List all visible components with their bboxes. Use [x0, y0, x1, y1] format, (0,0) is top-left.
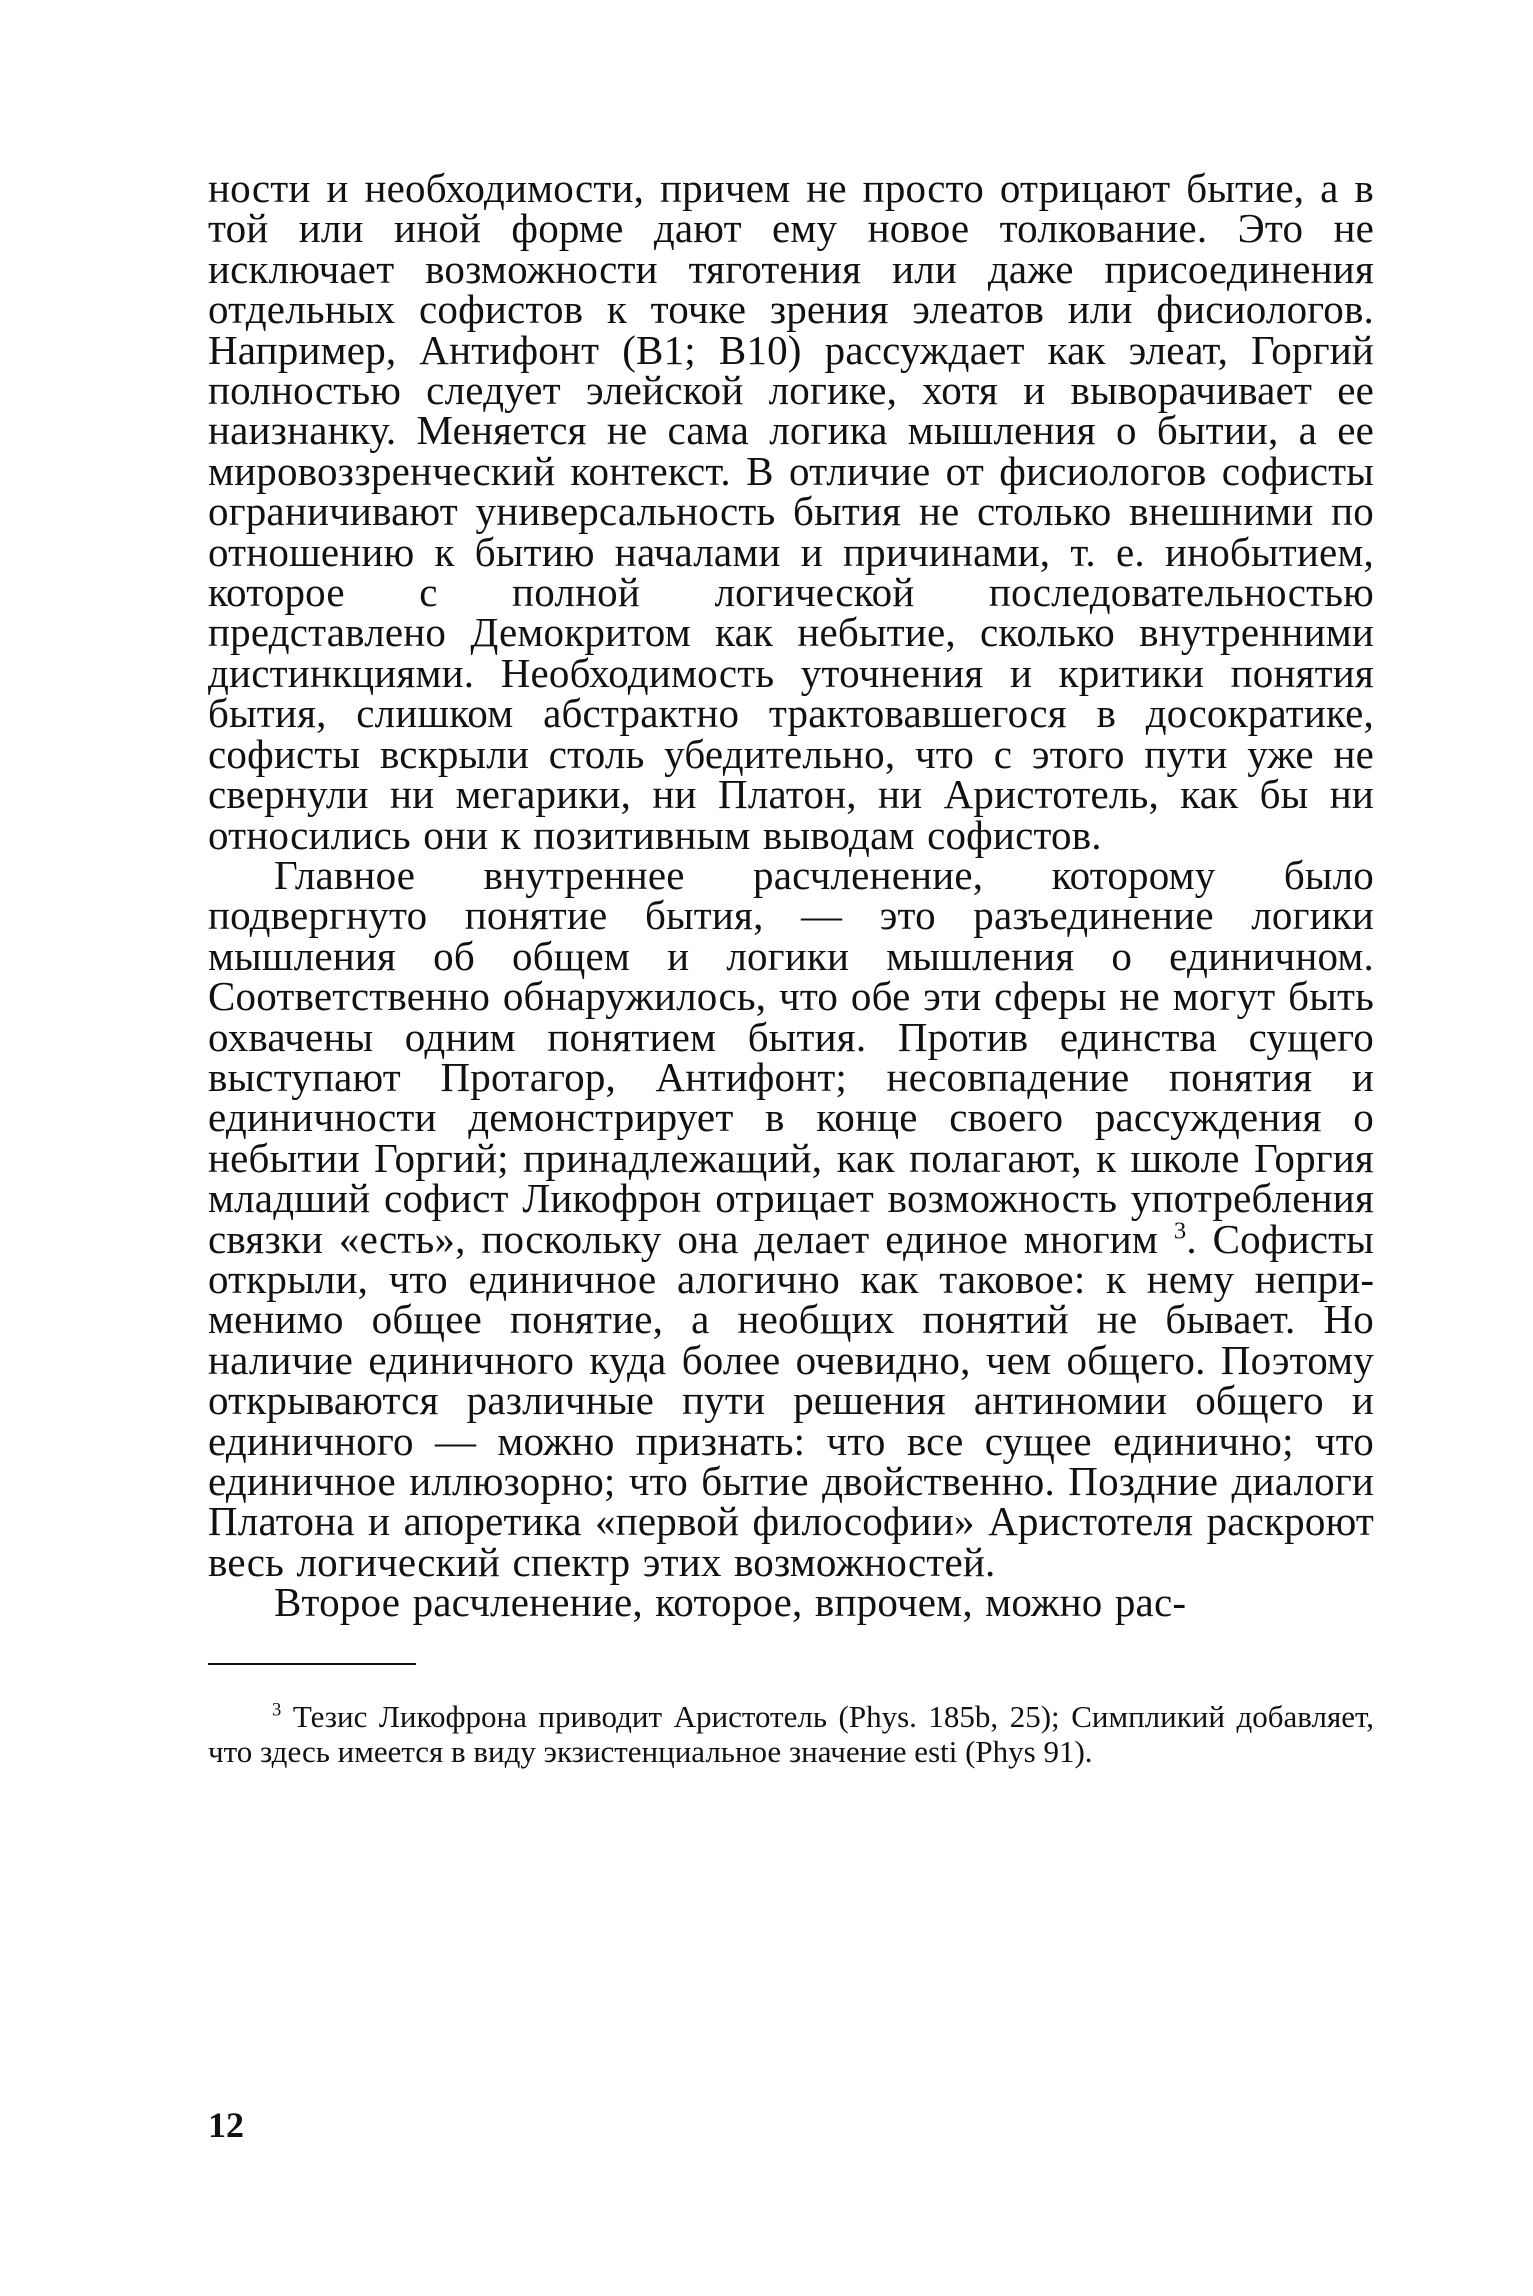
footnote-marker: 3	[272, 1699, 282, 1721]
paragraph-1: ности и необходимости, причем не просто отрицают бытие, а в той или иной форме дают ему новое толкование. Это не исключает возможности тяготения или даже присоединения отдельных софистов к точке зрения элеатов или фисиологов. Например, Антифонт (В1; В10) рассуждает как элеат, Горгий полностью следует элейской логике, хотя и выворачивает ее наизнанку. Меняется не сама логика мышления о бытии, а ее мировоззренческий контекст. В отличие от фисиологов софисты ограничивают универсальность бытия не столько внешними по отношению к бытию началами и причинами, т. е. инобытием, которое с полной логической последовательностью представлено Демокритом как небытие, сколько внутренними дистинкциями. Необходимость уточнения и критики понятия бытия, слишком абстрактно трактовавшегося в досократике, софисты вскрыли столь убедительно, что с этого пути уже не свернули ни мегарики, ни Платон, ни Аристотель, как бы ни относились они к позитивным выводам софистов.	[208, 165, 1374, 858]
paragraph-2-text-a: Главное внутреннее расчленение, которому было подвергнуто понятие бытия, — это разъединение логики мышления об общем и логики мышления о единичном. Соответственно обнаружилось, что обе эти сферы не могут быть охвачены одним понятием бытия. Против единства сущего выступают Протагор, Антифонт; несовпадение понятия и единичности демонстрирует в конце своего рассуждения о небытии Горгий; принадлежащий, как полагают, к школе Горгия младший софист Ликофрон отрицает возможность употребления связки «есть», поскольку она делает единое многим	[208, 851, 1374, 1262]
footnote-reference: 3	[1173, 1216, 1187, 1244]
paragraph-3: Второе расчленение, которое, впрочем, можно рас-	[274, 1579, 1187, 1626]
paragraph-2	[208, 851, 1374, 1585]
body-text	[208, 165, 1374, 1626]
footnote	[208, 1699, 1374, 1769]
page-content	[208, 165, 1374, 1769]
paragraph-2-text-b: . Софисты открыли, что единичное алогично как таковое: к нему неприменимо общее понятие, а необщих понятий не бывает. Но наличие единичного куда более очевидно, чем общего. Поэтому открываются различные пути решения антиномии общего и единичного — можно признать: что все сущее единично; что единичное иллюзорно; что бытие двойственно. Поздние диалоги Платона и апоретика «первой философии» Аристотеля раскроют весь логический спектр этих возможностей.	[208, 1215, 1374, 1585]
page-number: 12	[208, 2105, 244, 2145]
footnote-divider	[208, 1663, 416, 1665]
footnote-text: Тезис Ликофрона приводит Аристотель (Phys. 185b, 25); Симпликий добавляет, что здесь имеется в виду экзистенциальное значение esti (Phys 91).	[208, 1698, 1374, 1769]
